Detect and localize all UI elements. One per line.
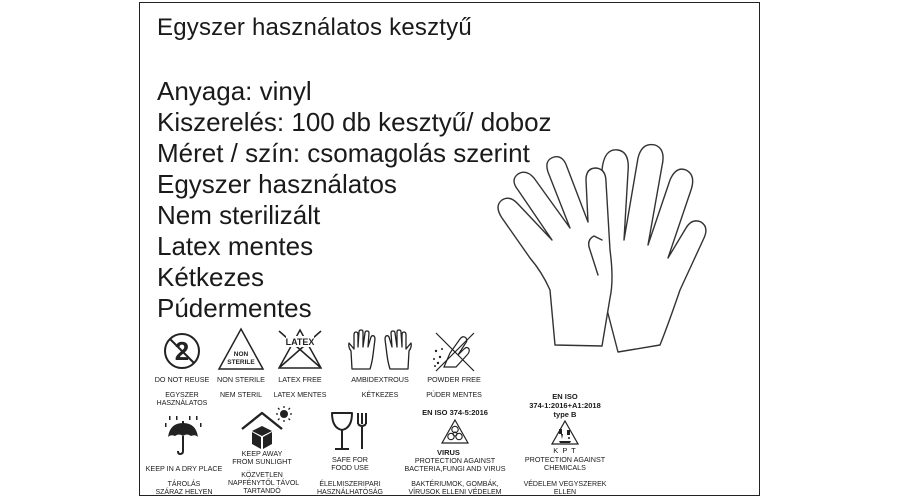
ambidextrous-icon (346, 329, 414, 371)
non-sterile-inner-1: NON (233, 351, 249, 358)
caption-food-safe-en-1: SAFE FOR (332, 455, 368, 464)
spec-single-use: Egyszer használatos (157, 169, 397, 199)
caption-chemical-hu-2: ELLEN (553, 489, 577, 496)
caption-sunlight-en-2: FROM SUNLIGHT (232, 457, 292, 466)
spec-non-sterile: Nem sterilizált (157, 200, 321, 230)
caption-non-sterile-hu: NEM STERIL (219, 392, 262, 399)
caption-food-safe-en-2: FOOD USE (331, 463, 369, 472)
caption-chemical-en-2: CHEMICALS (544, 463, 586, 472)
latex-free-icon (276, 327, 324, 371)
non-sterile-icon (216, 326, 266, 372)
caption-sunlight-hu-3: TARTANDÓ (243, 488, 281, 495)
caption-sunlight-hu-1: KÖZVETLEN (241, 472, 283, 479)
chemical-inner-label: K P T (553, 446, 577, 455)
do-not-reuse-icon (162, 331, 202, 371)
caption-keep-dry-en: KEEP IN A DRY PLACE (145, 464, 223, 473)
spec-material: Anyaga: vinyl (157, 76, 312, 106)
caption-non-sterile-en: NON STERILE (217, 375, 265, 384)
biohazard-inner-label: VIRUS (437, 448, 460, 457)
caption-ambidextrous-en: AMBIDEXTROUS (351, 375, 409, 384)
biohazard-standard: EN ISO 374-5:2016 (422, 408, 488, 417)
caption-do-not-reuse-hu-1: EGYSZER (165, 392, 199, 399)
chemical-protection-icon (551, 420, 579, 446)
caption-ambidextrous-hu: KÉTKEZES (361, 392, 399, 399)
chemical-standard-2: 374-1:2016+A1:2018 (529, 401, 601, 410)
spec-packaging: Kiszerelés: 100 db kesztyű/ doboz (157, 107, 552, 137)
caption-powder-free-en: POWDER FREE (427, 375, 481, 384)
gloves-illustration (490, 140, 720, 370)
do-not-reuse-digit: 2 (174, 336, 190, 366)
non-sterile-inner-2: STERILE (227, 359, 255, 366)
spec-latex-free: Latex mentes (157, 231, 314, 261)
biohazard-icon (440, 419, 470, 449)
food-safe-icon (328, 410, 374, 454)
caption-virus-hu-1: BAKTÉRIUMOK, GOMBÁK, (411, 481, 499, 488)
caption-virus-hu-2: VÍRUSOK ELLENI VÉDELEM (408, 489, 502, 496)
latex-free-inner: LATEX (285, 337, 315, 347)
keep-dry-icon (162, 415, 204, 461)
chemical-standard-3: type B (553, 410, 577, 419)
page-title: Egyszer használatos kesztyű (157, 14, 472, 41)
caption-latex-free-hu: LATEX MENTES (273, 392, 327, 399)
caption-sunlight-hu-2: NAPFÉNYTŐL TÁVOL (228, 480, 300, 487)
chemical-standard-1: EN ISO (552, 392, 578, 401)
caption-powder-free-hu: PÚDER MENTES (426, 392, 482, 399)
caption-keep-dry-hu-1: TÁROLÁS (167, 481, 201, 488)
caption-do-not-reuse-en: DO NOT REUSE (154, 375, 210, 384)
caption-food-safe-hu-2: HASZNÁLHATÓSÁG (317, 489, 383, 496)
caption-chemical-en-1: PROTECTION AGAINST (524, 455, 606, 464)
caption-keep-dry-hu-2: SZÁRAZ HELYEN (155, 489, 213, 496)
caption-virus-en-2: BACTERIA,FUNGI AND VIRUS (404, 464, 506, 473)
spec-ambidextrous: Kétkezes (157, 262, 264, 292)
caption-chemical-hu-1: VÉDELEM VEGYSZEREK (523, 481, 607, 488)
caption-virus-en-1: PROTECTION AGAINST (414, 456, 496, 465)
spec-powder-free: Púdermentes (157, 293, 312, 323)
powder-free-icon (430, 329, 478, 373)
caption-food-safe-hu-1: ÉLELMISZERIPARI (319, 481, 381, 488)
caption-latex-free-en: LATEX FREE (278, 375, 322, 384)
spec-size-color: Méret / szín: csomagolás szerint (157, 138, 530, 168)
caption-sunlight-en-1: KEEP AWAY (241, 449, 283, 458)
caption-do-not-reuse-hu-2: HASZNÁLATOS (156, 400, 208, 407)
keep-away-from-sunlight-icon (238, 405, 294, 451)
